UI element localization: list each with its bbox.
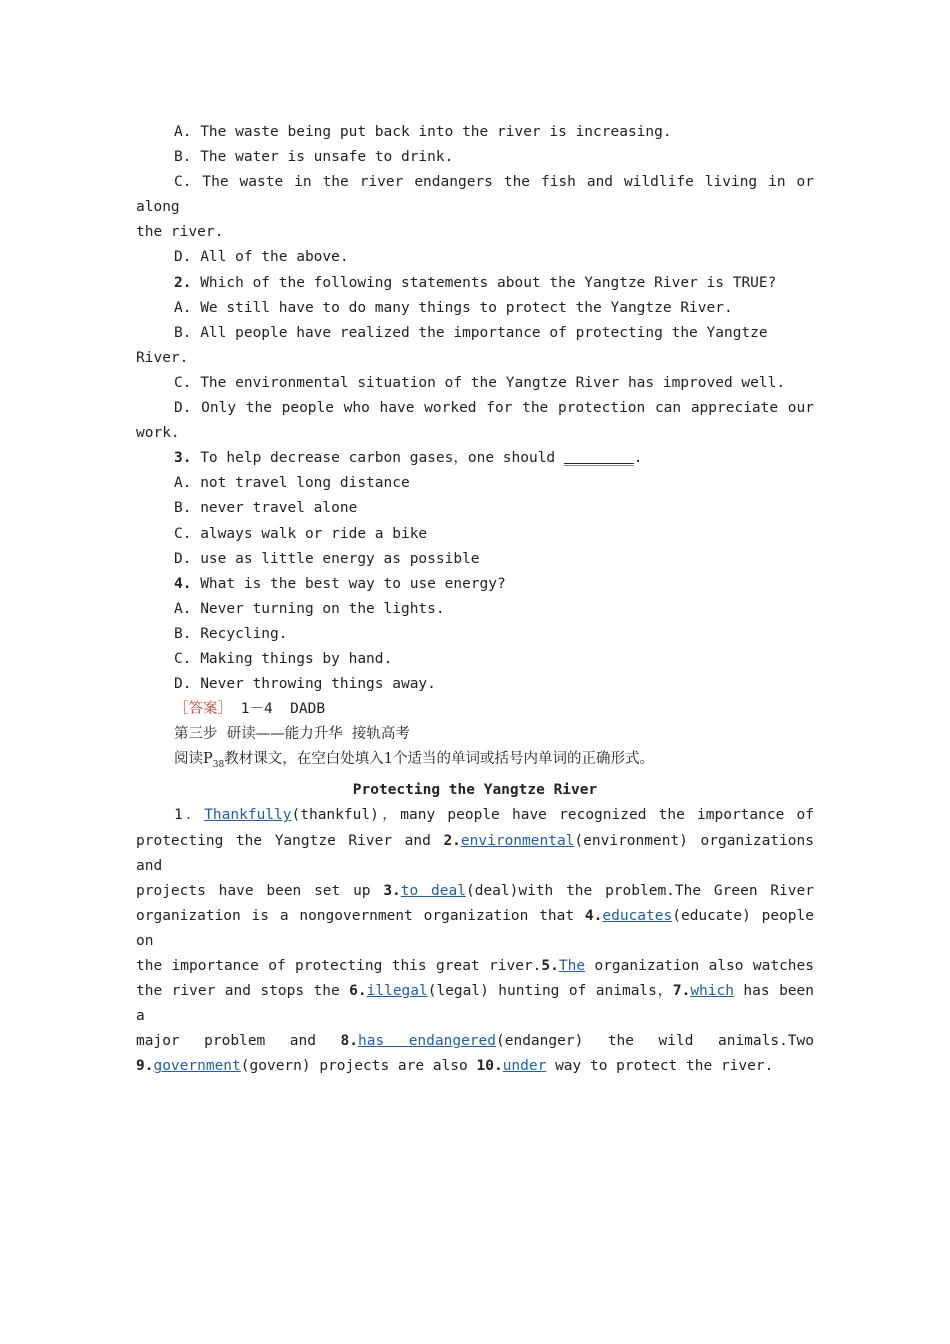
question-stem: Which of the following statements about the Yangtze River is TRUE? xyxy=(191,274,777,291)
blank-answer: to deal xyxy=(400,882,466,899)
q1-option-c-cont: the river. xyxy=(136,224,224,241)
passage-line-8 xyxy=(136,1054,814,1079)
passage-text: (educate) people on xyxy=(136,907,823,949)
q1-option-d: D. All of the above. xyxy=(174,249,349,266)
period: . xyxy=(633,450,643,467)
q2-option-b: B. All people have realized the importance of protecting the Yangtze River. xyxy=(136,324,777,366)
passage-text: projects have been set up xyxy=(136,882,384,899)
blank-answer: Thankfully xyxy=(204,807,292,824)
q3-option-a: A. not travel long distance xyxy=(174,475,410,492)
passage-text: (endanger) the wild animals.Two xyxy=(496,1033,814,1050)
passage-line-6 xyxy=(136,979,823,1029)
passage-line-2 xyxy=(136,829,823,879)
instr-prefix: 阅读P xyxy=(174,751,213,768)
question-stem: What is the best way to use energy? xyxy=(191,575,506,592)
q4-option-d: D. Never throwing things away. xyxy=(174,676,436,693)
passage-line-4 xyxy=(136,904,823,954)
blank-number: 10. xyxy=(476,1058,503,1075)
question-number: 2. xyxy=(174,274,192,291)
answer-text: 1－4 DADB xyxy=(232,701,326,718)
blank-number: 9. xyxy=(136,1058,154,1075)
blank-number: 5. xyxy=(541,957,559,974)
passage-text: organization is a nongovernment organization that xyxy=(136,907,585,924)
passage-text: (legal) hunting of animals， xyxy=(427,983,673,1000)
question-4 xyxy=(136,572,814,597)
passage-line-3 xyxy=(136,879,814,904)
q4-option-a: A. Never turning on the lights. xyxy=(174,600,445,617)
passage-line-1 xyxy=(136,803,814,828)
q3-option-b: B. never travel alone xyxy=(174,500,358,517)
passage-title: Protecting the Yangtze River xyxy=(352,782,598,799)
passage-line-5 xyxy=(136,954,814,979)
q3-option-d: D. use as little energy as possible xyxy=(174,550,480,567)
q4-option-c: C. Making things by hand. xyxy=(174,650,393,667)
blank-number: 8. xyxy=(340,1033,358,1050)
blank-number: 1． xyxy=(174,807,205,824)
question-number: 4. xyxy=(174,575,192,592)
q3-option-c: C. always walk or ride a bike xyxy=(174,525,428,542)
blank-number: 2. xyxy=(443,832,461,849)
blank-answer: illegal xyxy=(366,983,428,1000)
passage-text: the importance of protecting this great river. xyxy=(136,957,542,974)
passage-text: way to protect the river. xyxy=(546,1058,774,1075)
blank-answer: government xyxy=(153,1058,241,1075)
passage-text: (govern) projects are also xyxy=(240,1058,477,1075)
blank-answer: The xyxy=(558,957,586,974)
passage-text: organization also watches xyxy=(585,957,814,974)
passage-text: (deal)with the problem.The Green River xyxy=(465,882,814,899)
blank-number: 3. xyxy=(383,882,401,899)
blank-number: 7. xyxy=(672,983,691,1000)
blank-answer: which xyxy=(690,983,734,1000)
blank-answer: has endangered xyxy=(357,1033,496,1050)
answer-tag: ［答案］ xyxy=(174,701,232,718)
answer-blank: ________ xyxy=(563,450,634,467)
q4-option-b: B. Recycling. xyxy=(174,625,288,642)
passage-text: (thankful)，many people have recognized the importance of xyxy=(291,807,815,824)
q1-option-b: B. The water is unsafe to drink. xyxy=(174,149,454,166)
passage-text: protecting the Yangtze River and xyxy=(136,832,444,849)
instr-suffix: 教材课文，在空白处填入1个适当的单词或括号内单词的正确形式。 xyxy=(224,751,654,768)
answer-line xyxy=(136,697,814,722)
question-3 xyxy=(136,446,814,471)
blank-answer: under xyxy=(502,1058,547,1075)
passage-text: has been a xyxy=(136,983,823,1025)
question-number: 3. xyxy=(174,450,192,467)
q2-option-d: D. Only the people who have worked for the protection can appreciate our xyxy=(174,400,814,417)
blank-number: 4. xyxy=(584,907,603,924)
document-page xyxy=(136,120,823,1079)
step3-instructions xyxy=(136,747,814,778)
blank-number: 6. xyxy=(349,983,367,1000)
page-subscript: 38 xyxy=(212,760,225,771)
q1-option-c: C. The waste in the river endangers the fish and wildlife living in or along xyxy=(136,174,823,216)
blank-answer: educates xyxy=(602,907,673,924)
passage-text: major problem and xyxy=(136,1033,341,1050)
q2-option-c: C. The environmental situation of the Yangtze River has improved well. xyxy=(174,374,786,391)
question-2 xyxy=(136,271,814,296)
step3-heading: 第三步 研读——能力升华 接轨高考 xyxy=(174,726,410,743)
q2-option-d-cont: work. xyxy=(136,425,180,442)
question-stem: To help decrease carbon gases，one should xyxy=(191,450,564,467)
q2-option-a: A. We still have to do many things to protect the Yangtze River. xyxy=(174,299,733,316)
blank-answer: environmental xyxy=(460,832,575,849)
passage-line-7 xyxy=(136,1029,814,1054)
passage-text: the river and stops the xyxy=(136,983,350,1000)
passage-text: (environment) organizations and xyxy=(136,832,823,874)
q1-option-a: A. The waste being put back into the river is increasing. xyxy=(174,124,672,140)
